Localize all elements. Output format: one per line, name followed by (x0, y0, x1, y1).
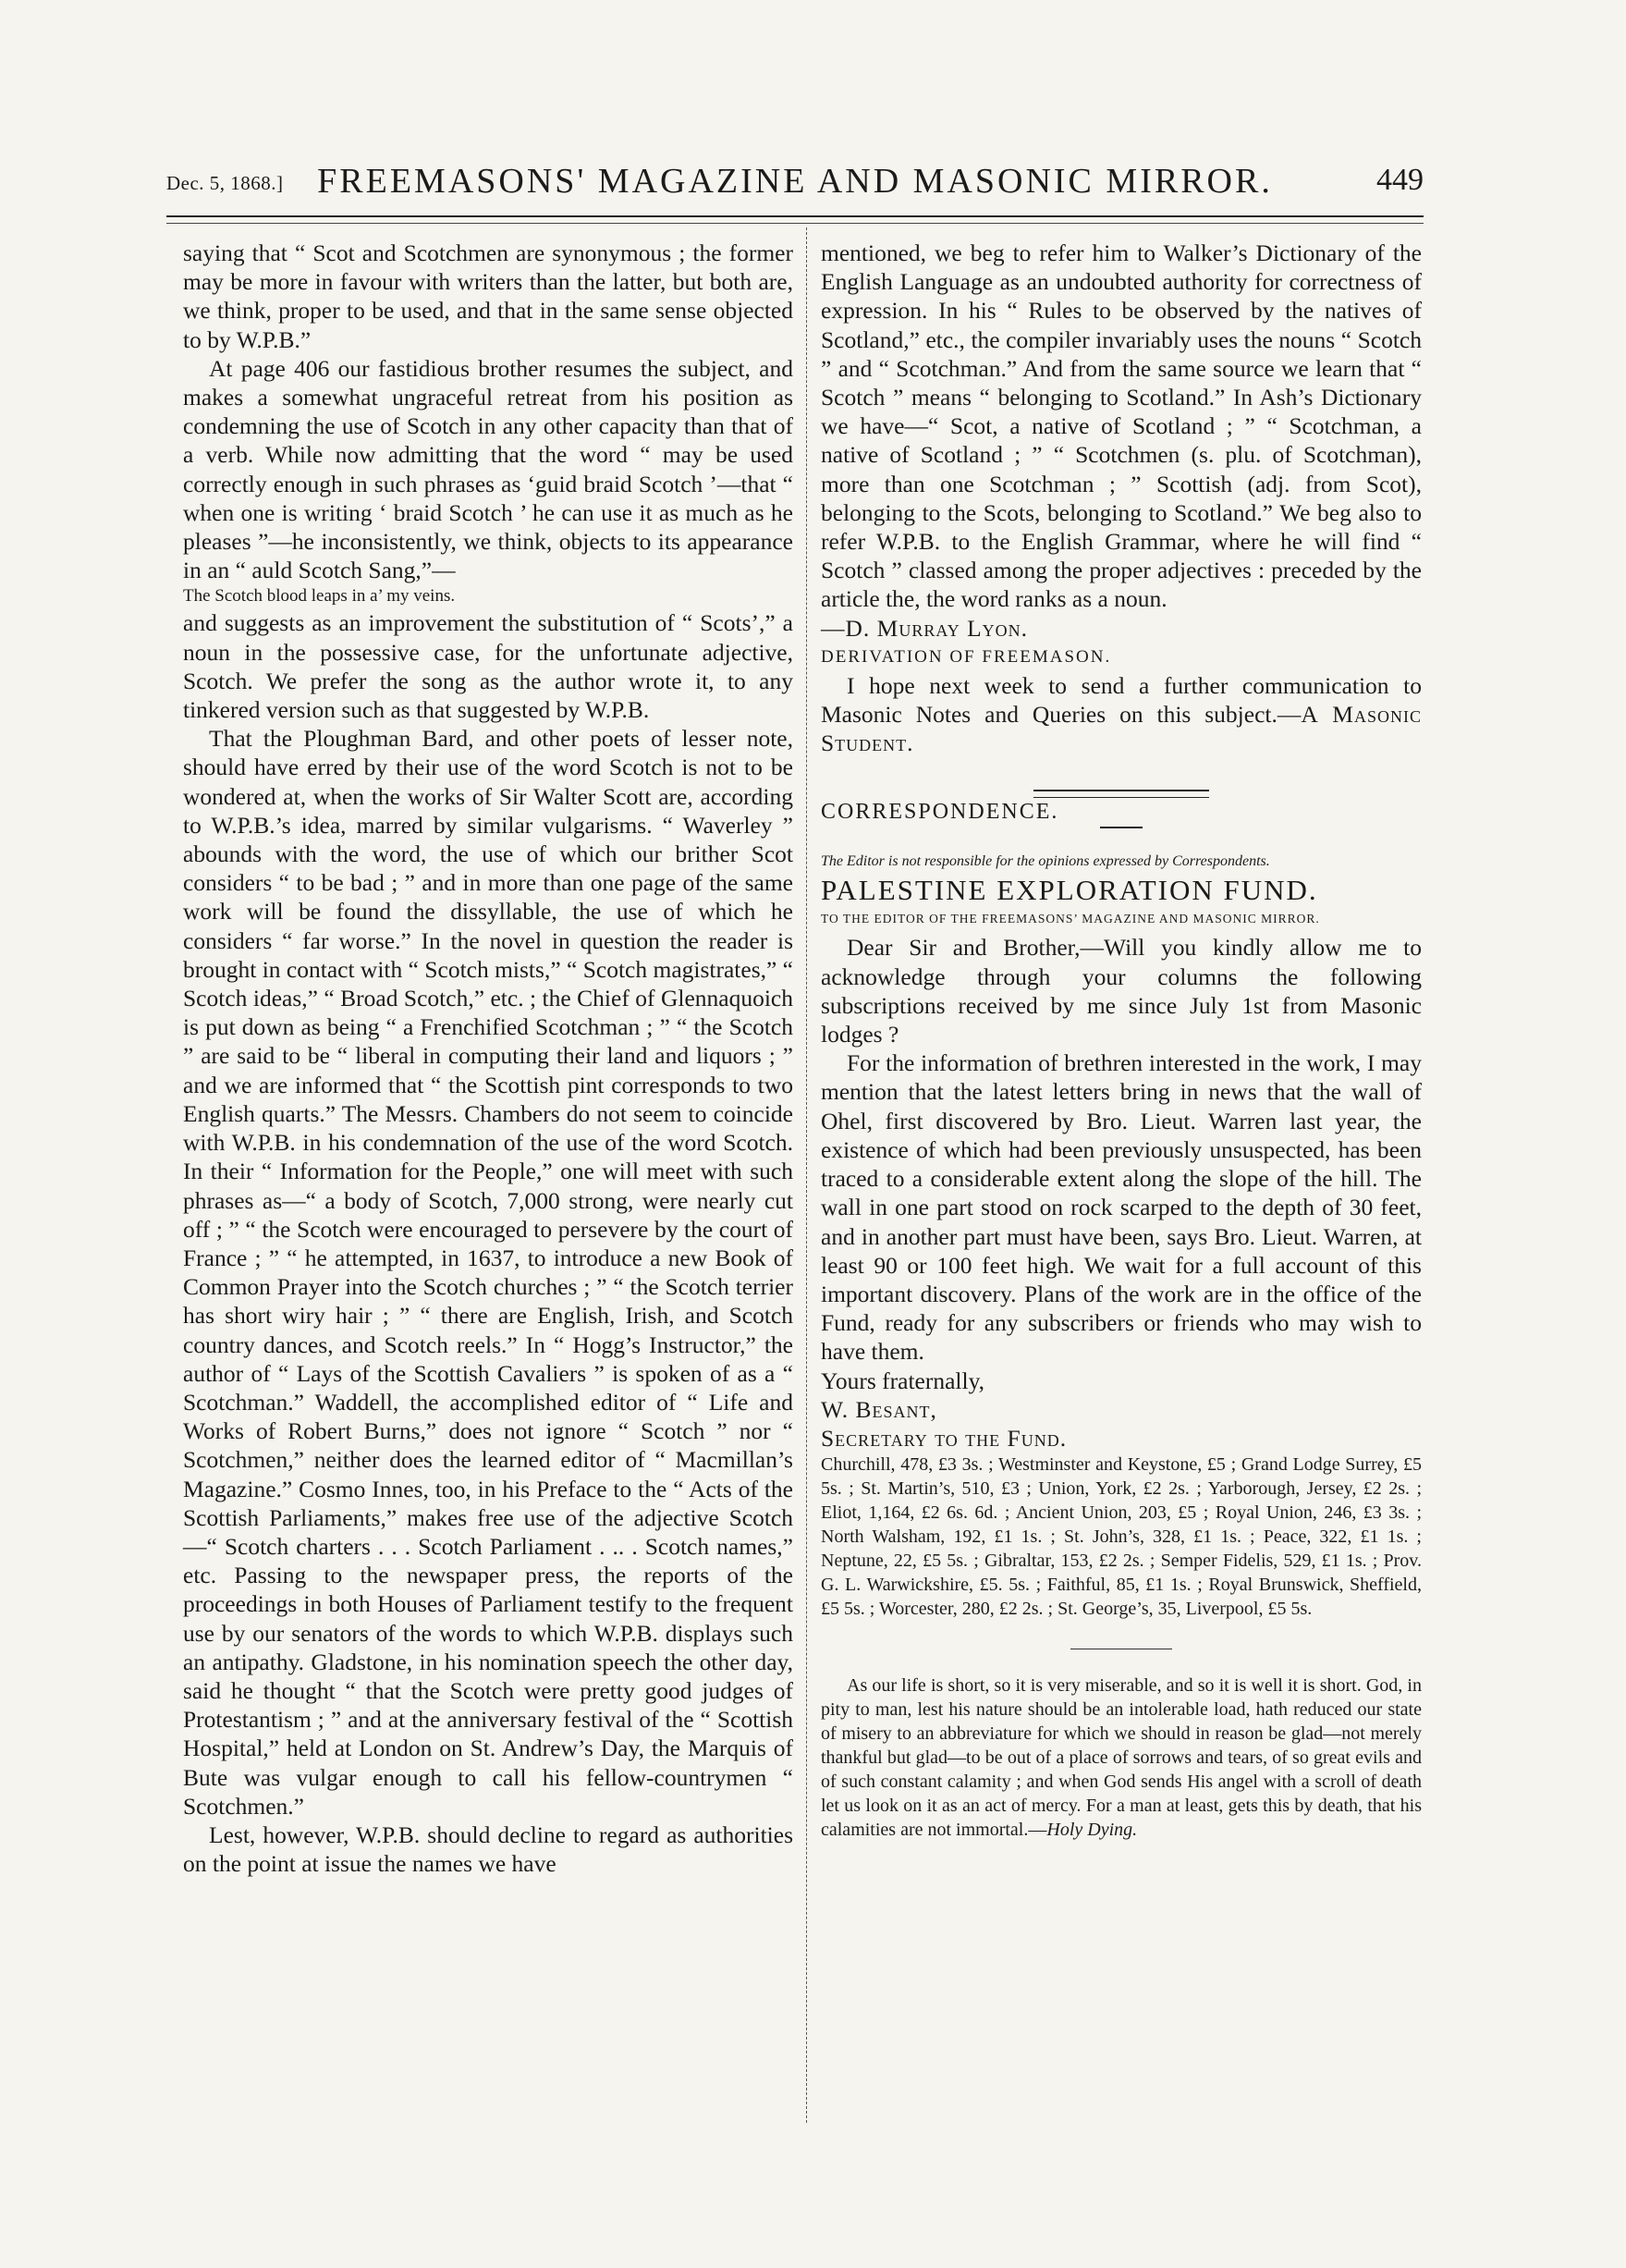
page-header (166, 159, 1424, 215)
verse-quote: The Scotch blood leaps in a’ my veins. (183, 586, 456, 607)
left-paragraph-2: At page 406 our fastidious brother resumes the subject, and makes a somewhat ungraceful retreat from his position as condemning the use of Scotch in any other capacity than that of a verb. While now admitting that the word “ may be used correctly enough in such phrases as ‘guid braid Scotch ’—that “ when one is writing ‘ braid Scotch ’ he can use it as much as he pleases ”—he inconsistently, we think, objects to its appearance in an “ auld Scotch Sang,”— (183, 354, 793, 584)
page-number: 449 (1376, 163, 1424, 197)
subscriptions-list: Churchill, 478, £3 3s. ; Westminster and Keystone, £5 ; Grand Lodge Surrey, £5 5s. ; St. Martin’s, 510, £3 ; Union, York, £2 2s. ; Yarborough, Jersey, £2 2s. ; Eliot, 1,164, £2 6s. 6d. ; Ancient Union, 203, £5 ; Royal Union, 246, £3 3s. ; North Walsham, 192, £1 1s. ; St. John’s, 328, £1 1s. ; Peace, 322, £1 1s. ; Neptune, 22, £5 5s. ; Gibraltar, 153, £2 2s. ; Semper Fidelis, 529, £1 1s. ; Prov. G. L. Warwickshire, £5. 5s. ; Faithful, 85, £1 1s. ; Royal Brunswick, Sheffield, £5 5s. ; Worcester, 280, £2 2s. ; St. George’s, 35, Liverpool, £5 5s. (821, 1454, 1422, 1620)
left-paragraph-1: saying that “ Scot and Scotchmen are synonymous ; the former may be more in favour with writers than the latter, but both are, we think, proper to be used, and that in the same sense objected to by W.P.B.” (183, 239, 793, 353)
letter-signature-title: Secretary to the Fund. (821, 1424, 1068, 1452)
letter-paragraph-1: Dear Sir and Brother,—Will you kindly allow me to acknowledge through your columns the following subscriptions received by me since July 1st from Masonic lodges ? (821, 934, 1422, 1048)
correspondence-title: CORRESPONDENCE. (821, 799, 1059, 824)
column-divider (806, 227, 807, 2123)
right-column (821, 239, 1422, 1842)
derivation-text (821, 671, 1422, 758)
issue-date: Dec. 5, 1868.] (166, 172, 284, 194)
publication-title: FREEMASONS' MAGAZINE AND MASONIC MIRROR. (317, 162, 1273, 201)
quote-source: Holy Dying. (1046, 1820, 1138, 1841)
left-column (183, 239, 793, 1878)
title-rule (1100, 827, 1143, 828)
right-paragraph-1: mentioned, we beg to refer him to Walker’s Dictionary of the English Language as an undoubted authority for correctness of expression. In his “ Rules to be observed by the natives of Scotland,” etc., the compiler invariably uses the nouns “ Scotch ” and “ Scotchman.” And from the same source we learn that “ Scotch ” means “ belonging to Scotland.” In Ash’s Dictionary we have—“ Scot, a native of Scotland ; ” “ Scotchman, a native of Scotland ; ” “ Scotchmen (s. plu. of Scotchman), more than one Scotchman ; ” Scottish (adj. from Scot), belonging to the Scots, belonging to Scotland.” We beg also to refer W.P.B. to the English Grammar, where he will find “ Scotch ” classed among the proper adjectives : preceded by the article the, the word ranks as a noun. (821, 239, 1422, 613)
left-paragraph-4: That the Ploughman Bard, and other poets of lesser note, should have erred by their use of the word Scotch is not to be wondered at, when the works of Sir Walter Scott are, according to W.P.B.’s idea, marred by similar vulgarisms. “ Waverley ” abounds with the word, the use of which our brither Scot considers “ to be bad ; ” and in more than one page of the same work will be found the dissyllable, the use of which he considers “ far worse.” In the novel in question the reader is brought in contact with “ Scotch mists,” “ Scotch magistrates,” “ Scotch ideas,” “ Broad Scotch,” etc. ; the Chief of Glennaquoich is put down as being “ a Frenchified Scotchman ; ” “ the Scotch ” are said to be “ liberal in computing their land and liquors ; ” and we are informed that “ the Scottish pint corresponds to two English quarts.” The Messrs. Chambers do not seem to coincide with W.P.B. in his condemnation of the use of the word Scotch. In their “ Information for the People,” one will meet with such phrases as—“ a body of Scotch, 7,000 strong, were nearly cut off ; ” “ the Scotch were encouraged to persevere by the court of France ; ” “ he attempted, in 1637, to introduce a new Book of Common Prayer into the Scotch churches ; ” “ the Scotch terrier has short wiry hair ; ” “ there are English, Irish, and Scotch country dances, and Scotch reels.” In “ Hogg’s Instructor,” the author of “ Lays of the Scottish Cavaliers ” is spoken of as a “ Scotchman.” Waddell, the accomplished editor of “ Life and Works of Robert Burns,” does not ignore “ Scotch ” nor “ Scotchmen,” neither does the learned editor of “ Macmillan’s Magazine.” Cosmo Innes, too, in his Preface to the “ Acts of the Scottish Parliaments,” makes free use of the adjective Scotch—“ Scotch charters . . . Scotch Parliament . .. . Scotch names,” etc. Passing to the newspaper press, the reports of the proceedings in both Houses of Parliament testify to the frequent use by our senators of the words to which W.P.B. displays such an antipathy. Gladstone, in his nomination speech the other day, said he thought “ that the Scotch were pretty good judges of Protestantism ; ” and at the anniversary festival of the “ Scottish Hospital,” held at London on St. Andrew’s Day, the Marquis of Bute was vulgar enough to call his fellow-countrymen “ Scotchmen.” (183, 725, 793, 1820)
letter-paragraph-2: For the information of brethren interested in the work, I may mention that the latest letters bring in news that the wall of Ohel, first discovered by Bro. Lieut. Warren last year, the existence of which had been previously unsuspected, has been traced to a considerable extent along the slope of the hill. The wall in one part stood on rock scarped to the depth of 30 feet, and in another part must have been, says Bro. Lieut. Warren, at least 90 or 100 feet high. We wait for a full account of this important discovery. Plans of the work are in the office of the Fund, ready for any subscribers or friends who may wish to have them. (821, 1049, 1422, 1366)
derivation-body: I hope next week to send a further communication to Masonic Notes and Queries on this subject.— (821, 672, 1422, 729)
derivation-signature: A Masonic Student. (821, 701, 1422, 757)
derivation-heading: DERIVATION OF FREEMASON. (821, 646, 1112, 667)
left-paragraph-5: Lest, however, W.P.B. should decline to regard as authorities on the point at issue the names we have (183, 1821, 793, 1878)
letter-title: PALESTINE EXPLORATION FUND. (821, 874, 1318, 907)
section-divider (1033, 790, 1209, 798)
letter-closing: Yours fraternally, (821, 1367, 985, 1394)
header-rule (166, 215, 1424, 224)
quote-text: As our life is short, so it is very miserable, and so it is well it is short. God, in pity to man, lest his nature should be an intolerable load, hath reduced our state of misery to an abbreviature for which we should in reason be glad—not merely thankful but glad—to be out of a place of sorrows and tears, of so great evils and of such constant calamity ; and when God sends His angel with a scroll of death let us look on it as an act of mercy. For a man at least, gets this by death, that his calamities are not immortal.— (821, 1675, 1422, 1841)
closing-quote (821, 1673, 1422, 1842)
left-paragraph-3: and suggests as an improvement the substitution of “ Scots’,” a noun in the possessive case, for the unfortunate adjective, Scotch. We prefer the song as the author wrote it, to any tinkered version such as that suggested by W.P.B. (183, 609, 793, 724)
article-signoff: —D. Murray Lyon. (821, 614, 1029, 642)
letter-addressee: TO THE EDITOR OF THE FREEMASONS’ MAGAZINE AND MASONIC MIRROR. (821, 912, 1320, 926)
letter-signature-name: W. Besant, (821, 1395, 937, 1423)
editor-disclaimer: The Editor is not responsible for the opinions expressed by Correspondents. (821, 852, 1270, 869)
